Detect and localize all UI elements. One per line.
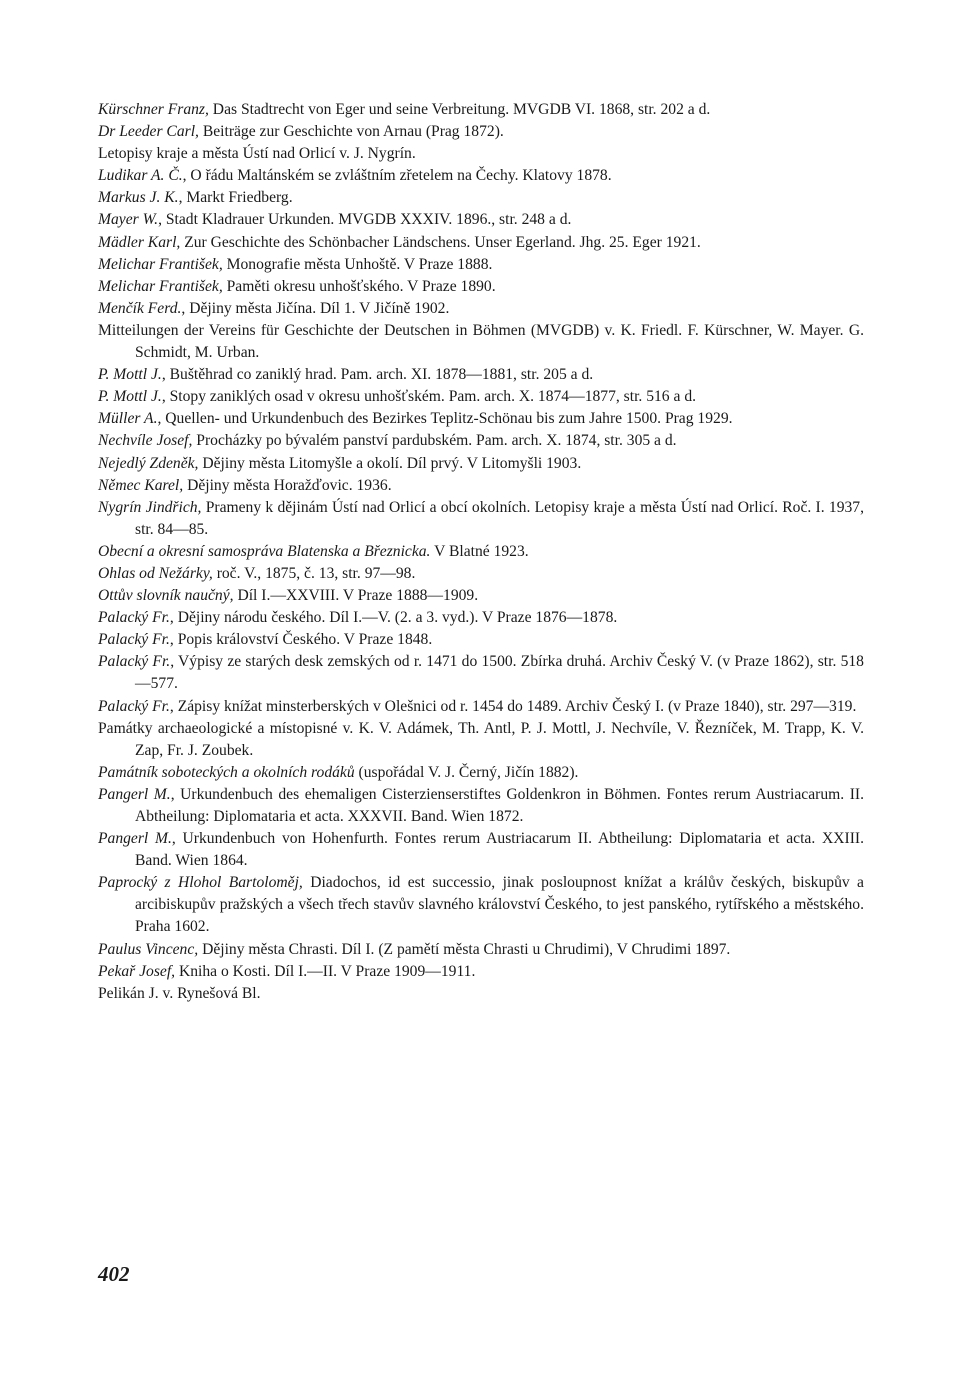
entry-author: Památník soboteckých a okolních rodáků <box>98 763 355 781</box>
entry-text: , Dějiny města Jičína. Díl 1. V Jičíně 1902. <box>181 299 450 317</box>
bibliography-entry <box>98 696 864 718</box>
entry-author: Kürschner Franz, <box>98 101 209 118</box>
entry-text: Monografie města Unhoště. V Praze 1888. <box>222 255 493 273</box>
bibliography-entry <box>98 364 864 386</box>
entry-author: Ludikar A. Č. <box>98 167 183 185</box>
entry-author: Mädler Karl, <box>98 233 181 251</box>
entry-text: , Zápisy knížat minsterberských v Olešnici od r. 1454 do 1489. Archiv Český I. (v Praze 1840), str. 297—319. <box>169 697 857 715</box>
entry-author: Němec Karel, <box>98 476 184 494</box>
entry-author: Palacký Fr. <box>98 697 170 715</box>
entry-author: P. Mottl J. <box>98 388 162 406</box>
entry-author: Nechvíle Josef, <box>98 432 193 450</box>
entry-text: , Popis království Českého. V Praze 1848. <box>169 631 433 649</box>
bibliography-entry <box>98 254 864 276</box>
entry-text: , O řádu Maltánském se zvláštním zřetelem na Čechy. Klatovy 1878. <box>182 167 612 185</box>
entry-author: Pekař Josef, <box>98 962 176 980</box>
bibliography-entry <box>98 497 864 541</box>
entry-author: Markus J. K. <box>98 189 179 207</box>
bibliography-entry <box>98 872 864 938</box>
bibliography-entry <box>98 939 864 961</box>
bibliography-entry <box>98 430 864 452</box>
entry-text: Letopisy kraje a města Ústí nad Orlicí v. J. Nygrín. <box>98 145 416 163</box>
bibliography-entry <box>98 541 864 563</box>
entry-text: , Stadt Kladrauer Urkunden. MVGDB XXXIV. 1896., str. 248 a d. <box>158 211 572 229</box>
entry-text: (uspořádal V. J. Černý, Jičín 1882). <box>354 763 579 781</box>
entry-text: , Stopy zaniklých osad v okresu unhošťském. Pam. arch. X. 1874—1877, str. 516 a d. <box>161 388 697 406</box>
bibliography-entry <box>98 209 864 231</box>
bibliography-entry <box>98 563 864 585</box>
entry-text: , Quellen- und Urkundenbuch des Bezirkes Teplitz-Schönau bis zum Jahre 1500. Prag 1929. <box>157 410 733 428</box>
entry-author: Palacký Fr. <box>98 609 170 627</box>
entry-text: , Markt Friedberg. <box>178 189 293 207</box>
bibliography-entry <box>98 121 864 143</box>
entry-author: P. Mottl J. <box>98 366 162 384</box>
entry-text: Das Stadtrecht von Eger und seine Verbreitung. MVGDB VI. 1868, str. 202 a d. <box>208 101 711 118</box>
bibliography-list <box>98 99 864 1005</box>
bibliography-entry <box>98 607 864 629</box>
bibliography-entry <box>98 453 864 475</box>
page-number: 402 <box>98 1262 130 1286</box>
entry-author: Pangerl M. <box>98 785 171 803</box>
entry-text: Dějiny města Litomyšle a okolí. Díl prvý. V Litomyšli 1903. <box>198 454 582 472</box>
bibliography-entry <box>98 143 864 165</box>
entry-text: Kniha o Kosti. Díl I.—II. V Praze 1909—1911. <box>175 962 476 980</box>
entry-author: Melichar František, <box>98 277 223 295</box>
entry-author: Paprocký z Hlohol Bartoloměj, <box>98 874 303 892</box>
bibliography-entry <box>98 762 864 784</box>
entry-text: Zur Geschichte des Schönbacher Ländschens. Unser Egerland. Jhg. 25. Eger 1921. <box>180 233 701 251</box>
entry-author: Palacký Fr. <box>98 631 170 649</box>
entry-author: Menčík Ferd. <box>98 299 182 317</box>
bibliography-entry <box>98 320 864 364</box>
bibliography-entry <box>98 585 864 607</box>
entry-text: Beiträge zur Geschichte von Arnau (Prag 1872). <box>198 123 504 141</box>
bibliography-entry <box>98 629 864 651</box>
bibliography-entry <box>98 475 864 497</box>
entry-text: roč. V., 1875, č. 13, str. 97—98. <box>212 564 416 582</box>
entry-author: Melichar František, <box>98 255 223 273</box>
bibliography-entry <box>98 784 864 828</box>
entry-text: V Blatné 1923. <box>430 542 529 560</box>
bibliography-entry <box>98 651 864 695</box>
entry-text: , Buštěhrad co zaniklý hrad. Pam. arch. XI. 1878—1881, str. 205 a d. <box>161 366 594 384</box>
bibliography-entry <box>98 828 864 872</box>
entry-author: Palacký Fr. <box>98 653 171 671</box>
bibliography-entry <box>98 276 864 298</box>
entry-text: , Výpisy ze starých desk zemských od r. 1471 do 1500. Zbírka druhá. Archiv Český V. (v Praze 1862), str. 518—577. <box>135 653 864 693</box>
bibliography-entry <box>98 99 864 121</box>
bibliography-entry <box>98 983 864 1005</box>
entry-author: Dr Leeder Carl, <box>98 123 199 141</box>
bibliography-entry <box>98 718 864 762</box>
bibliography-entry <box>98 165 864 187</box>
entry-text: Diadochos, id est successio, jinak posloupnost knížat a králův českých, biskupův a arcibiskupův pražských a všech třech stavův slavného království Českého, to jest panského, rytířského a městského. Praha 1602. <box>135 874 864 936</box>
bibliography-entry <box>98 408 864 430</box>
entry-author: Mayer W. <box>98 211 159 229</box>
entry-text: , Dějiny národu českého. Díl I.—V. (2. a 3. vyd.). V Praze 1876—1878. <box>169 609 618 627</box>
entry-text: Dějiny města Horažďovic. 1936. <box>183 476 392 494</box>
entry-text: , Urkundenbuch von Hohenfurth. Fontes rerum Austriacarum II. Abtheilung: Diplomataria et acta. XXIII. Band. Wien 1864. <box>135 830 864 870</box>
entry-text: Díl I.—XXVIII. V Praze 1888—1909. <box>233 587 479 605</box>
entry-author: Ohlas od Nežárky, <box>98 564 213 582</box>
entry-text: Pelikán J. v. Rynešová Bl. <box>98 984 261 1002</box>
entry-author: Pangerl M. <box>98 830 172 848</box>
entry-author: Nejedlý Zdeněk, <box>98 454 199 472</box>
entry-text: Památky archaeologické a místopisné v. K. V. Adámek, Th. Antl, P. J. Mottl, J. Nechvíle, V. Řezníček, M. Trapp, K. V. Zap, Fr. J. Zoubek. <box>98 719 864 759</box>
bibliography-entry <box>98 187 864 209</box>
entry-author: Ottův slovník naučný, <box>98 587 234 605</box>
entry-text: Mitteilungen der Vereins für Geschichte der Deutschen in Böhmen (MVGDB) v. K. Friedl. F. Kürschner, W. Mayer. G. Schmidt, M. Urban. <box>98 321 864 362</box>
entry-text: Dějiny města Chrasti. Díl I. (Z pamětí města Chrasti u Chrudimi), V Chrudimi 1897. <box>198 940 731 958</box>
entry-author: Obecní a okresní samospráva Blatenska a Březnicka. <box>98 542 431 560</box>
entry-author: Paulus Vincenc, <box>98 940 199 958</box>
entry-author: Nygrín Jindřich, <box>98 498 202 516</box>
entry-author: Müller A. <box>98 410 158 428</box>
entry-text: , Urkundenbuch des ehemaligen Cisterzienserstiftes Goldenkron in Böhmen. Fontes rerum Austriacarum. II. Abtheilung: Diplomataria et acta. XXXVII. Band. Wien 1872. <box>135 785 864 825</box>
bibliography-entry <box>98 961 864 983</box>
entry-text: Prameny k dějinám Ústí nad Orlicí a obcí okolních. Letopisy kraje a města Ústí nad Orlicí. Roč. I. 1937, str. 84—85. <box>135 498 864 538</box>
bibliography-entry <box>98 298 864 320</box>
entry-text: Procházky po bývalém panství pardubském. Pam. arch. X. 1874, str. 305 a d. <box>192 432 677 450</box>
bibliography-entry <box>98 386 864 408</box>
bibliography-entry <box>98 232 864 254</box>
entry-text: Paměti okresu unhošťského. V Praze 1890. <box>222 277 496 295</box>
